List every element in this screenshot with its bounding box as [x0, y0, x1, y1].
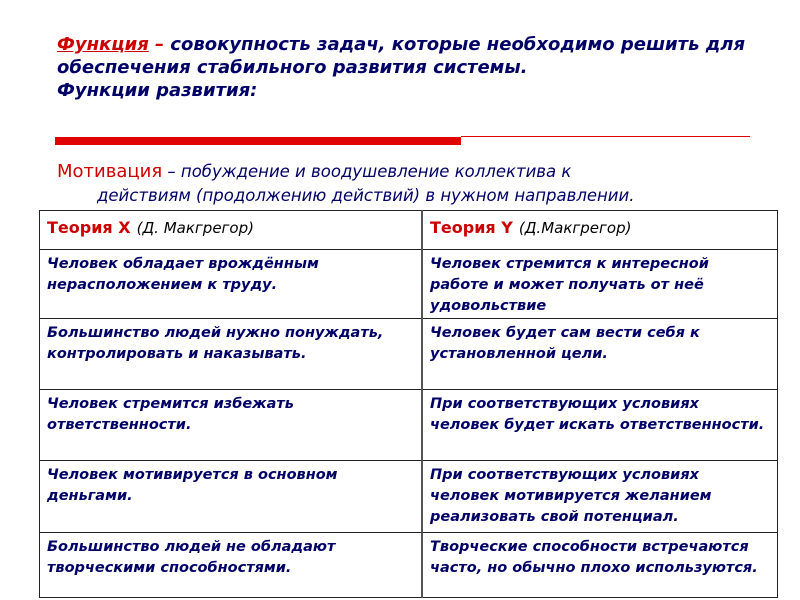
function-definition	[57, 33, 777, 102]
motivation-definition	[57, 160, 757, 208]
red-divider-thin	[461, 136, 750, 137]
motivation-dash: –	[162, 162, 181, 181]
theory-y-cell: Человек будет сам вести себя к установленной цели.	[422, 319, 778, 390]
theory-y-cell: Творческие способности встречаются часто, но обычно плохо используются.	[422, 533, 778, 598]
theory-x-title: Теория X	[47, 218, 131, 237]
theory-y-cell: При соответствующих условиях человек мотивируется желанием реализовать свой потенциал.	[422, 461, 778, 533]
motivation-line2: действиям (продолжению действий) в нужном направлении.	[97, 186, 635, 205]
theory-y-author: (Д.Макгрегор)	[518, 219, 632, 237]
table-row	[40, 533, 778, 598]
table-row	[40, 250, 778, 319]
red-divider-thick	[55, 137, 461, 145]
theory-y-header	[422, 211, 778, 250]
table-row	[40, 390, 778, 461]
theory-y-title: Теория Y	[430, 218, 513, 237]
theory-x-cell: Человек мотивируется в основном деньгами.	[40, 461, 423, 533]
motivation-term: Мотивация	[57, 161, 163, 182]
motivation-line1: побуждение и воодушевление коллектива к	[180, 162, 572, 181]
function-definition-text: совокупность задач, которые необходимо решить для обеспечения стабильного развития системы.	[57, 34, 746, 78]
theory-x-cell: Большинство людей нужно понуждать, контролировать и наказывать.	[40, 319, 423, 390]
theory-y-cell: При соответствующих условиях человек будет искать ответственности.	[422, 390, 778, 461]
theory-x-cell: Человек обладает врождённым нерасположением к труду.	[40, 250, 423, 319]
theory-x-cell: Человек стремится избежать ответственности.	[40, 390, 423, 461]
development-functions-subtitle: Функции развития:	[57, 80, 258, 101]
table-row	[40, 319, 778, 390]
theory-x-header	[40, 211, 423, 250]
table-header-row	[40, 211, 778, 250]
theory-x-author: (Д. Макгрегор)	[136, 219, 254, 237]
theory-comparison-table	[39, 210, 778, 598]
table-row	[40, 461, 778, 533]
theory-y-cell: Человек стремится к интересной работе и может получать от неё удовольствие	[422, 250, 778, 319]
function-term: Функция	[57, 34, 149, 55]
theory-x-cell: Большинство людей не обладают творческими способностями.	[40, 533, 423, 598]
definition-dash: –	[148, 34, 171, 55]
